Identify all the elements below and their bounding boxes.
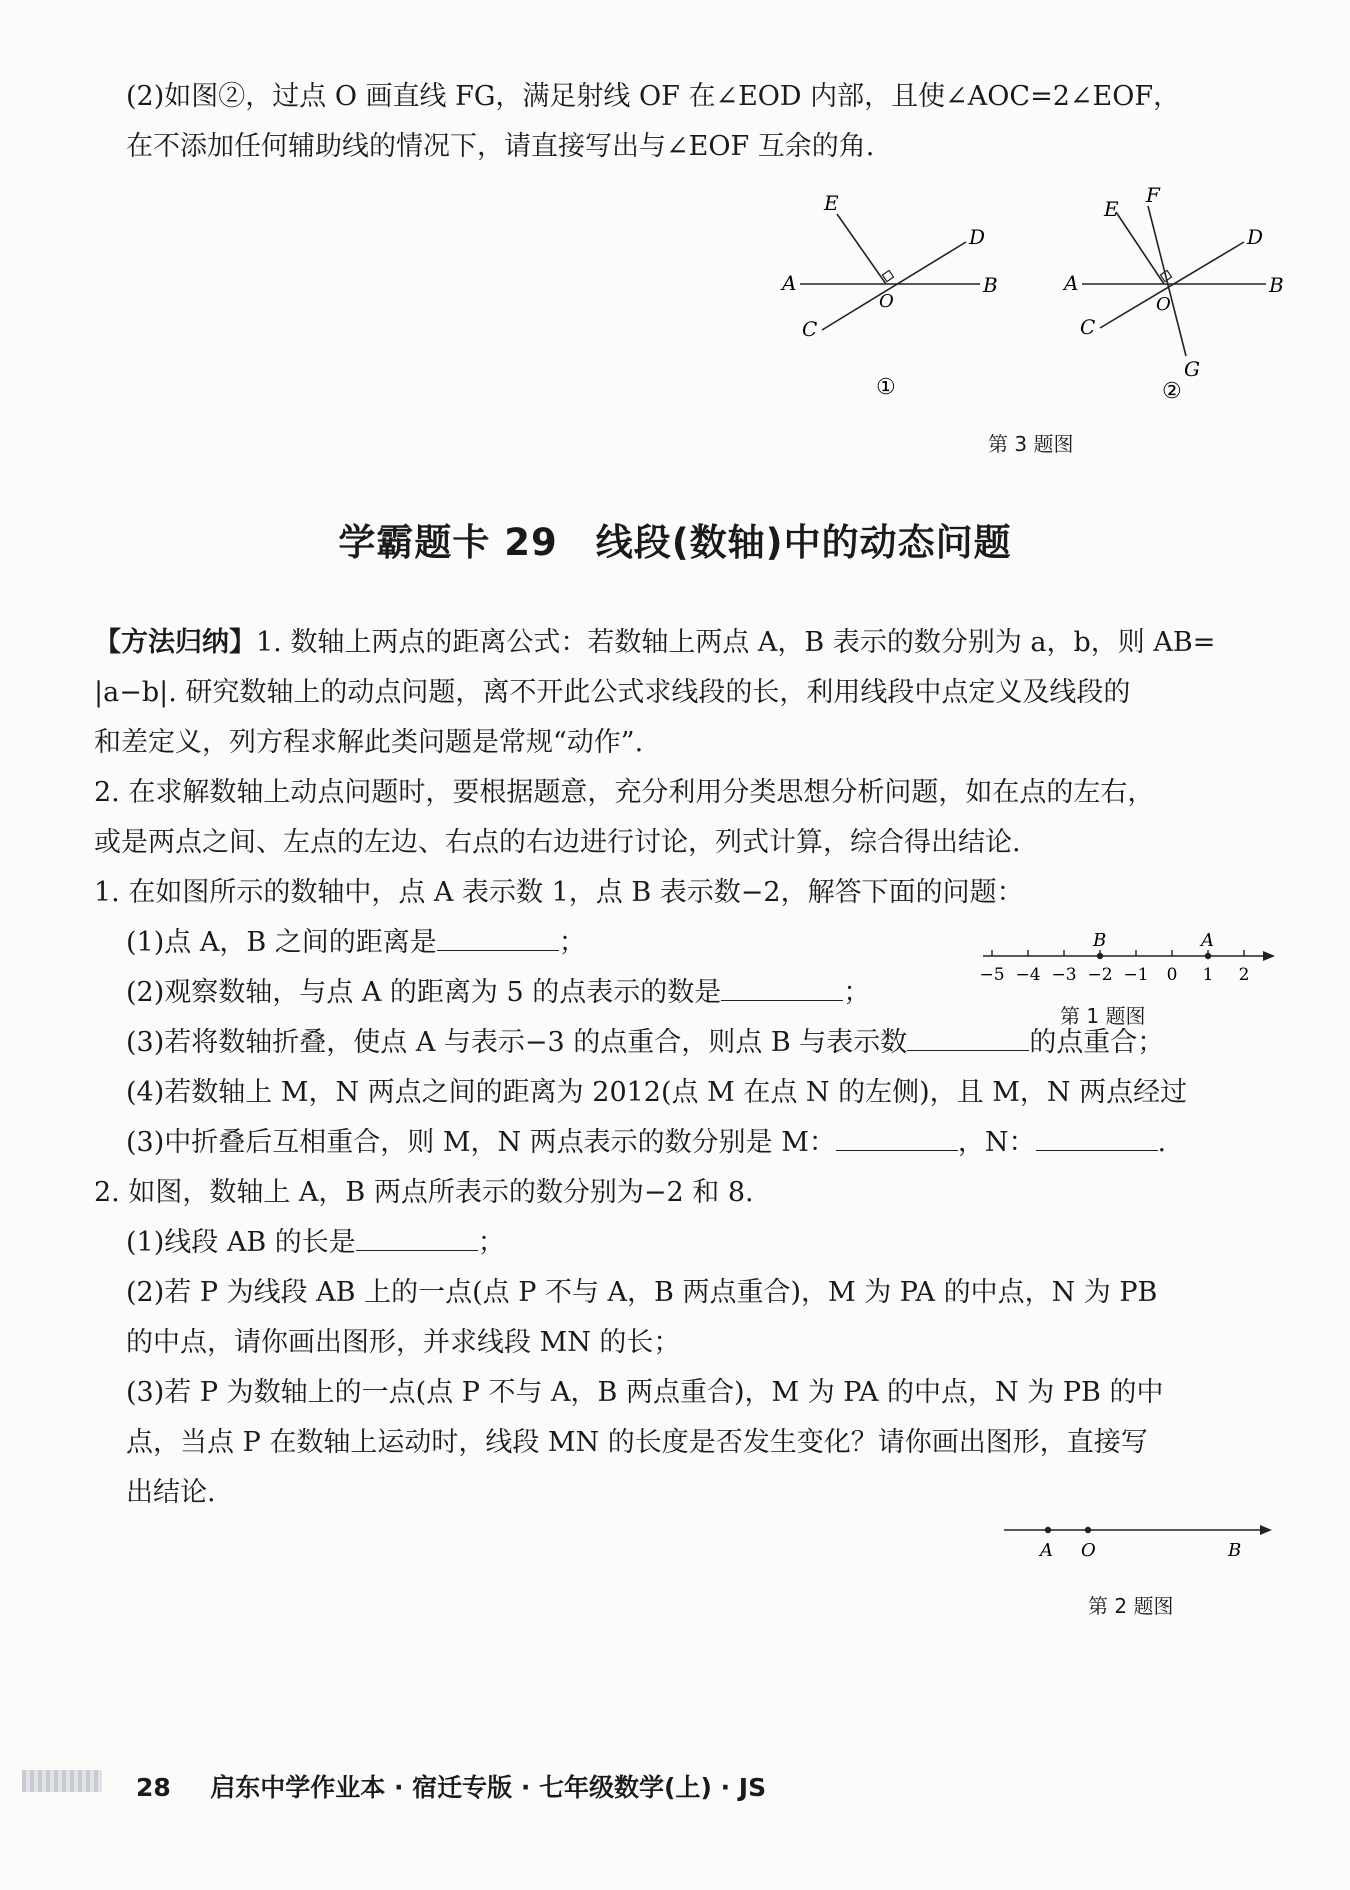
point-label-A: A <box>1201 930 1214 951</box>
point-label-E: E <box>824 191 839 215</box>
book-title: 启东中学作业本 · 宿迁专版 · 七年级数学(上) · JS <box>210 1773 767 1802</box>
axis-tick-label: −5 <box>979 965 1005 985</box>
right-angle-mark <box>882 270 893 281</box>
point-label-E: E <box>1104 197 1119 221</box>
line-CD <box>822 242 966 330</box>
point-A-dot <box>1205 953 1211 959</box>
q1-part3 <box>126 1026 1164 1060</box>
method-line3: 和差定义，列方程求解此类问题是常规“动作”. <box>94 727 644 758</box>
q2-part3-line1: (3)若 P 为数轴上的一点(点 P 不与 A，B 两点重合)，M 为 PA 的中点，N 为 PB 的中 <box>126 1377 1164 1408</box>
axis-arrow <box>1260 1525 1272 1535</box>
q1-part2-end: ； <box>843 977 871 1008</box>
axis-tick-label: −2 <box>1087 965 1113 985</box>
q1-part2 <box>126 976 870 1010</box>
point-label-C: C <box>802 317 818 341</box>
ray-OE <box>837 214 886 284</box>
point-label-O: O <box>1081 1540 1096 1561</box>
line-CD <box>1100 242 1244 328</box>
q2-part1-end: ； <box>477 1227 505 1258</box>
axis-tick-label: −1 <box>1123 965 1149 985</box>
method-line1-text: 1. 数轴上两点的距离公式：若数轴上两点 A，B 表示的数分别为 a，b，则 AB= <box>256 627 1216 658</box>
ray-OE <box>1116 212 1164 284</box>
q1-part4-blank-N[interactable] <box>1036 1126 1158 1151</box>
q2-part1-blank[interactable] <box>356 1226 478 1251</box>
section-title: 学霸题卡 29 线段(数轴)中的动态问题 <box>338 521 1012 564</box>
q3-part2-line2: 在不添加任何辅助线的情况下，请直接写出与∠EOF 互余的角. <box>126 131 875 162</box>
q2-part1-text: (1)线段 AB 的长是 <box>126 1227 356 1258</box>
q2-stem: 2. 如图，数轴上 A，B 两点所表示的数分别为−2 和 8. <box>94 1177 754 1208</box>
method-line1 <box>94 626 1215 660</box>
point-label-O: O <box>1156 294 1171 315</box>
q1-part1-blank[interactable] <box>437 926 559 951</box>
q3-figure-2 <box>1060 186 1300 410</box>
point-label-D: D <box>1247 225 1264 249</box>
q2-figure-caption: 第 2 题图 <box>1088 1594 1174 1618</box>
page-number: 28 <box>136 1773 171 1802</box>
q1-part2-blank[interactable] <box>721 976 843 1001</box>
q1-part2-text: (2)观察数轴，与点 A 的距离为 5 的点表示的数是 <box>126 977 722 1008</box>
q1-figure-caption: 第 1 题图 <box>1060 1004 1146 1028</box>
point-label-C: C <box>1080 315 1096 339</box>
q2-part1 <box>126 1226 505 1260</box>
q1-part4-blank-M[interactable] <box>836 1126 958 1151</box>
q1-part3-text: (3)若将数轴折叠，使点 A 与表示−3 的点重合，则点 B 与表示数 <box>126 1027 908 1058</box>
figure-number-2: ② <box>1162 379 1182 404</box>
axis-tick-label: 1 <box>1202 965 1214 985</box>
q3-part2-line1: (2)如图②，过点 O 画直线 FG，满足射线 OF 在∠EOD 内部，且使∠AOC=2∠EOF， <box>126 81 1181 112</box>
point-label-G: G <box>1184 357 1200 381</box>
q1-part4-text-a: (3)中折叠后互相重合，则 M，N 两点表示的数分别是 M： <box>126 1127 836 1158</box>
q2-part2-line2: 的中点，请你画出图形，并求线段 MN 的长； <box>126 1327 681 1358</box>
point-label-B: B <box>983 273 998 297</box>
axis-tick-label: −4 <box>1015 965 1041 985</box>
footer <box>136 1768 766 1804</box>
q2-part2-line1: (2)若 P 为线段 AB 上的一点(点 P 不与 A，B 两点重合)，M 为 PA 的中点，N 为 PB <box>126 1277 1158 1308</box>
q1-number-line <box>975 930 1280 986</box>
axis-tick-label: 2 <box>1238 965 1250 985</box>
point-B-dot <box>1097 953 1103 959</box>
q3-figure-1 <box>780 190 1010 410</box>
q3-figure-caption: 第 3 题图 <box>988 432 1074 456</box>
point-label-A: A <box>782 271 797 295</box>
footer-decoration <box>22 1770 102 1792</box>
axis-arrow <box>1263 951 1275 961</box>
q1-part1 <box>126 926 586 960</box>
q1-part4-text-c: . <box>1157 1127 1167 1158</box>
point-label-A: A <box>1040 1540 1053 1561</box>
q1-part4-text-b: ，N： <box>957 1127 1036 1158</box>
method-line5: 或是两点之间、左点的左边、右点的右边进行讨论，列式计算，综合得出结论. <box>94 827 1021 858</box>
figure-number-1: ① <box>876 375 896 400</box>
q1-part4-line2 <box>126 1126 1166 1160</box>
point-label-B: B <box>1093 930 1107 951</box>
q1-part1-text: (1)点 A，B 之间的距离是 <box>126 927 437 958</box>
q2-part3-line2: 点，当点 P 在数轴上运动时，线段 MN 的长度是否发生变化？请你画出图形，直接写 <box>126 1427 1148 1458</box>
line-FG <box>1148 206 1186 356</box>
point-label-B: B <box>1228 1540 1242 1561</box>
point-label-F: F <box>1146 186 1160 207</box>
point-A-dot <box>1045 1527 1051 1533</box>
q2-part3-line3: 出结论. <box>126 1477 216 1508</box>
point-label-D: D <box>969 225 986 249</box>
point-label-O: O <box>879 291 894 312</box>
q1-part3-end: 的点重合； <box>1029 1027 1165 1058</box>
q1-stem: 1. 在如图所示的数轴中，点 A 表示数 1，点 B 表示数−2，解答下面的问题： <box>94 877 1024 908</box>
method-tag: 【方法归纳】 <box>94 627 256 658</box>
q1-part4-line1: (4)若数轴上 M，N 两点之间的距离为 2012(点 M 在点 N 的左侧)，且 M，N 两点经过 <box>126 1077 1188 1108</box>
axis-tick-label: 0 <box>1166 965 1178 985</box>
point-O-dot <box>1085 1527 1091 1533</box>
point-label-B: B <box>1269 273 1284 297</box>
q1-part3-blank[interactable] <box>907 1026 1029 1051</box>
axis-tick-label: −3 <box>1051 965 1077 985</box>
q1-part1-end: ； <box>558 927 586 958</box>
point-label-A: A <box>1064 271 1079 295</box>
method-line4: 2. 在求解数轴上动点问题时，要根据题意，充分利用分类思想分析问题，如在点的左右， <box>94 777 1155 808</box>
q2-number-line <box>1000 1514 1280 1564</box>
method-line2: |a−b|. 研究数轴上的动点问题，离不开此公式求线段的长，利用线段中点定义及线段的 <box>94 677 1131 708</box>
